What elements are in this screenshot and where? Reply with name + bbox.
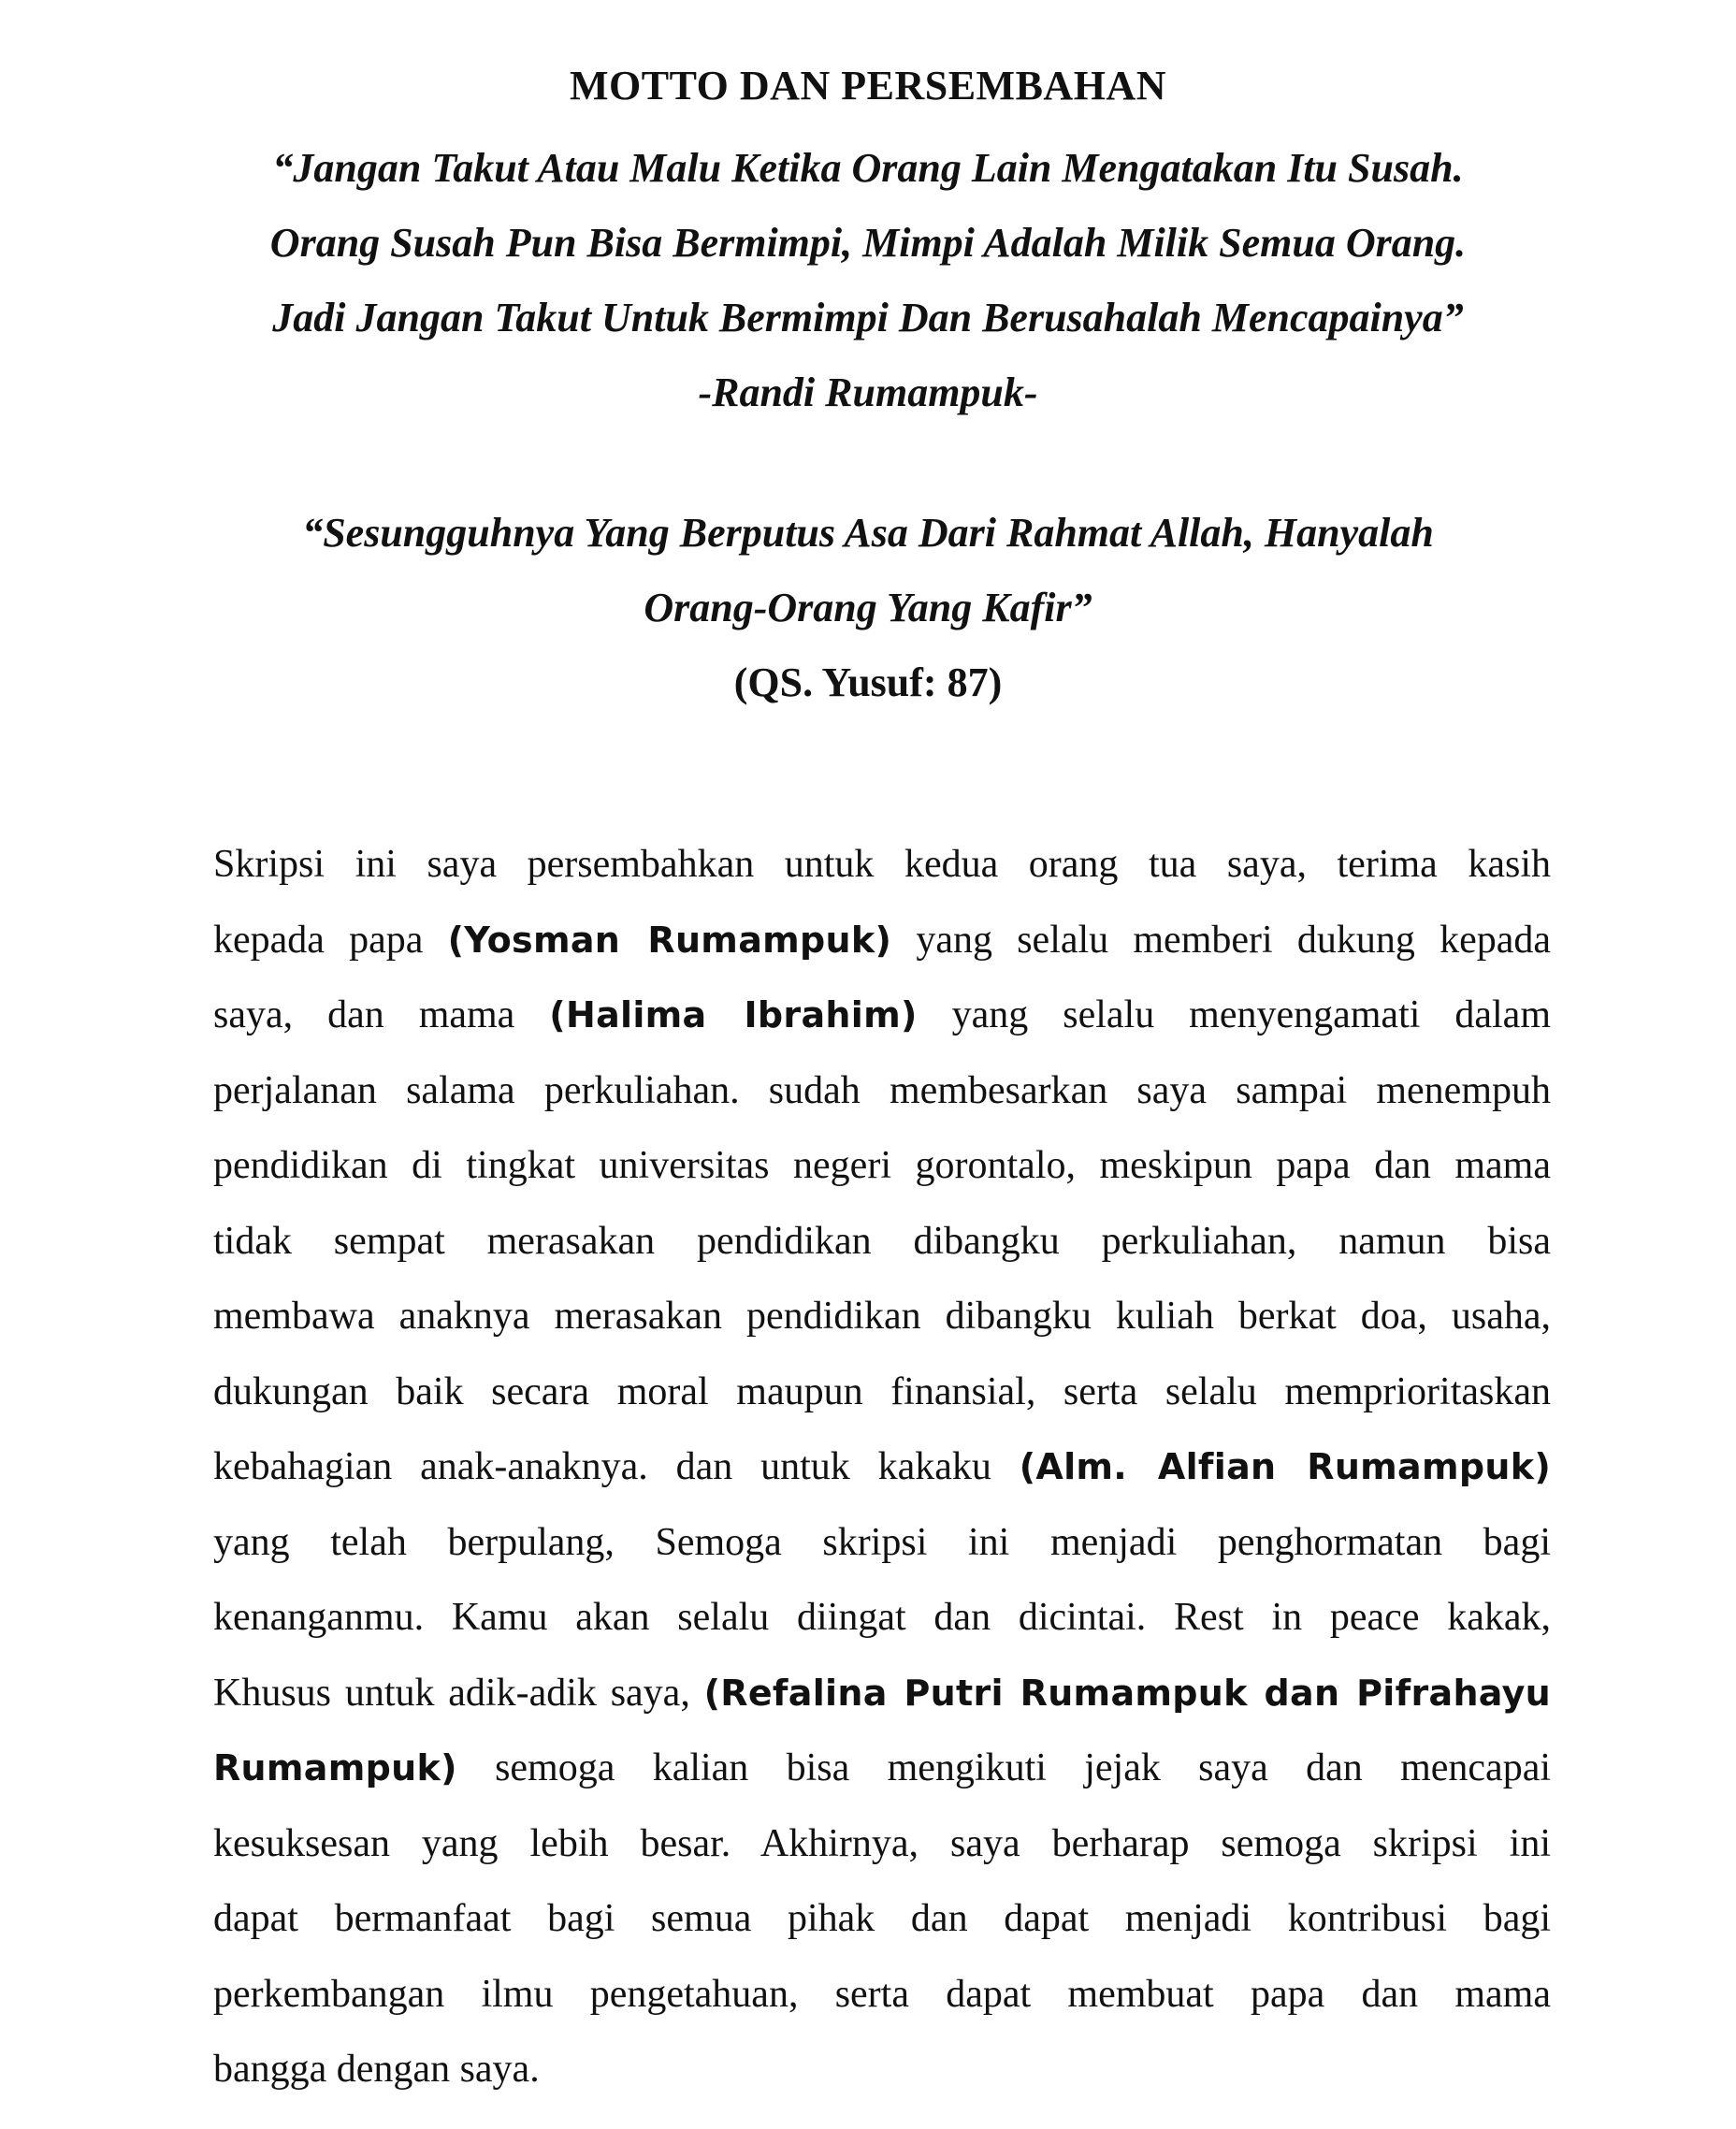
siblings-names: (Refalina Putri Rumampuk dan Pifrahayu: [703, 1672, 1551, 1714]
dedication-line: [213, 1580, 1551, 1656]
motto-quote-2: [187, 496, 1549, 720]
dedication-line: [213, 2032, 1551, 2107]
dedication-line: [213, 903, 1551, 978]
dedication-line: [213, 1053, 1551, 1129]
dedication-text: perjalanan salama perkuliahan. sudah membesarkan saya sampai menempuh: [213, 1068, 1551, 1112]
motto-1-line-3: Jadi Jangan Takut Untuk Bermimpi Dan Berusahalah Mencapainya”: [272, 295, 1464, 340]
motto-2-source: (QS. Yusuf: 87): [733, 659, 1003, 705]
dedication-line: [213, 1204, 1551, 1280]
motto-quote-1: [187, 131, 1549, 430]
brother-name: (Alm. Alfian Rumampuk): [1019, 1446, 1551, 1487]
dedication-line: [213, 978, 1551, 1053]
motto-1-author: -Randi Rumampuk-: [698, 369, 1038, 415]
dedication-text: saya, dan mama: [213, 993, 550, 1036]
dedication-line: [213, 1429, 1551, 1505]
father-name: (Yosman Rumampuk): [447, 919, 892, 961]
dedication-text: Skripsi ini saya persembahkan untuk kedua orang tua saya, terima kasih: [213, 843, 1551, 886]
dedication-line: [213, 1128, 1551, 1204]
dedication-paragraph: [213, 827, 1551, 2107]
dedication-line: [213, 1806, 1551, 1882]
motto-1-line-1: “Jangan Takut Atau Malu Ketika Orang Lain Mengatakan Itu Susah.: [272, 145, 1464, 191]
dedication-text: pendidikan di tingkat universitas negeri gorontalo, meskipun papa dan mama: [213, 1144, 1551, 1187]
motto-2-line-1: “Sesungguhnya Yang Berputus Asa Dari Rahmat Allah, Hanyalah: [302, 510, 1434, 556]
dedication-text: yang telah berpulang, Semoga skripsi ini menjadi penghormatan bagi: [213, 1520, 1551, 1564]
dedication-line: [213, 1881, 1551, 1957]
dedication-text: yang selalu menyengamati dalam: [917, 993, 1551, 1036]
dedication-text: yang selalu memberi dukung kepada: [891, 918, 1551, 962]
dedication-line: [213, 1279, 1551, 1354]
dedication-text: perkembangan ilmu pengetahuan, serta dapat membuat papa dan mama: [213, 1972, 1551, 2016]
dedication-text: kebahagian anak-anaknya. dan untuk kakaku: [213, 1445, 1020, 1488]
dedication-line: [213, 1957, 1551, 2033]
dedication-line: [213, 827, 1551, 903]
dedication-text: dapat bermanfaat bagi semua pihak dan dapat menjadi kontribusi bagi: [213, 1897, 1551, 1940]
dedication-text: kesuksesan yang lebih besar. Akhirnya, saya berharap semoga skripsi ini: [213, 1821, 1551, 1865]
siblings-names-end: Rumampuk): [213, 1747, 457, 1789]
dedication-text: tidak sempat merasakan pendidikan dibangku perkuliahan, namun bisa: [213, 1219, 1551, 1263]
dedication-text: Khusus untuk adik-adik saya,: [213, 1671, 704, 1715]
dedication-text: kepada papa: [213, 918, 448, 962]
page-title: MOTTO DAN PERSEMBAHAN: [570, 63, 1166, 109]
dedication-text: dukungan baik secara moral maupun finansial, serta selalu memprioritaskan: [213, 1369, 1551, 1413]
motto-2-line-2: Orang-Orang Yang Kafir”: [644, 585, 1092, 630]
dedication-text: semoga kalian bisa mengikuti jejak saya dan mencapai: [456, 1746, 1551, 1789]
dedication-text: kenanganmu. Kamu akan selalu diingat dan dicintai. Rest in peace kakak,: [213, 1596, 1551, 1639]
dedication-line: [213, 1731, 1551, 1806]
dedication-line: [213, 1354, 1551, 1430]
dedication-line: [213, 1505, 1551, 1581]
mother-name: (Halima Ibrahim): [549, 994, 918, 1036]
dedication-text: membawa anaknya merasakan pendidikan dibangku kuliah berkat doa, usaha,: [213, 1295, 1551, 1338]
dedication-line: [213, 1656, 1551, 1731]
motto-1-line-2: Orang Susah Pun Bisa Bermimpi, Mimpi Adalah Milik Semua Orang.: [269, 220, 1467, 266]
dedication-text: bangga dengan saya.: [213, 2048, 540, 2091]
